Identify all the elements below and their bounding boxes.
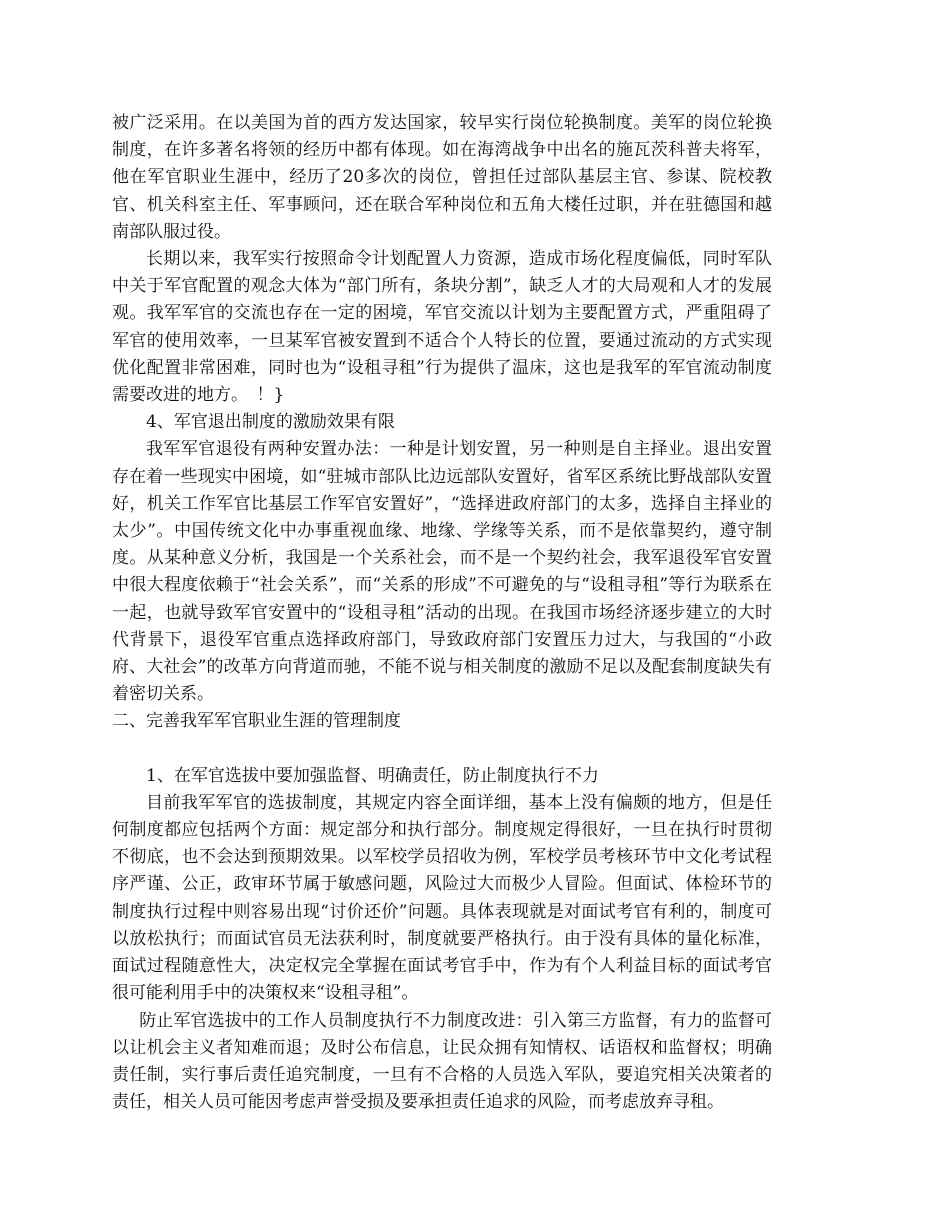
heading-exit-system: 4、军官退出制度的激励效果有限 — [146, 412, 395, 433]
paragraph-job-rotation: 被广泛采用。在以美国为首的西方发达国家，较早实行岗位轮换制度。美军的岗位轮换制度，在许多著名将领的经历中都有体现。如在海湾战争中出名的施瓦茨科普夫将军，他在军官职业生涯中，经历了20多次的岗位，曾担任过部队基层主官、参谋、院校教官、机关科室主任、军事顾问，还在联合军种岗位和五角大楼任过职，并在驻德国和越南部队服过役。 — [112, 113, 772, 242]
heading-selection-supervision: 1、在军官选拔中要加强监督、明确责任，防止制度执行不力 — [146, 765, 599, 786]
document-body — [112, 110, 772, 1116]
paragraph-improvement-measures: 防止军官选拔中的工作人员制度执行不力制度改进：引入第三方监督，有力的监督可以让机会主义者知难而退；及时公布信息，让民众拥有知情权、话语权和监督权；明确责任制，实行事后责任追究制度，一旦有不合格的人员选入军队，要追究相关决策者的责任，相关人员可能因考虑声誉受损及要承担责任追求的风险，而考虑放弃寻租。 — [112, 1010, 772, 1113]
blank-line — [112, 736, 772, 763]
heading-section-two: 二、完善我军军官职业生涯的管理制度 — [112, 711, 401, 732]
paragraph-selection-system: 目前我军军官的选拔制度，其规定内容全面详细，基本上没有偏颇的地方，但是任何制度都应包括两个方面：规定部分和执行部分。制度规定得很好，一旦在执行时贯彻不彻底，也不会达到预期效果。以军校学员招收为例，军校学员考核环节中文化考试程序严谨、公正，政审环节属于敏感问题，风险过大而极少人冒险。但面试、体检环节的制度执行过程中则容易出现“讨价还价”问题。具体表现就是对面试考官有利的，制度可以放松执行；而面试官员无法获利时，制度就要严格执行。由于没有具体的量化标准，面试过程随意性大，决定权完全掌握在面试考官手中，作为有个人利益目标的面试考官很可能利用手中的决策权来“设租寻租”。 — [112, 792, 772, 1004]
paragraph-retirement-placement: 我军军官退役有两种安置办法：一种是计划安置，另一种则是自主择业。退出安置存在着一些现实中困境，如“驻城市部队比边远部队安置好，省军区系统比野战部队安置好，机关工作军官比基层工作军官安置好”，“选择进政府部门的太多，选择自主择业的太少”。中国传统文化中办事重视血缘、地缘、学缘等关系，而不是依靠契约，遵守制度。从某种意义分析，我国是一个关系社会，而不是一个契约社会，我军退役军官安置中很大程度依赖于“社会关系”，而“关系的形成”不可避免的与“设租寻租”等行为联系在一起，也就导致军官安置中的“设租寻租”活动的出现。在我国市场经济逐步建立的大时代背景下，退役军官重点选择政府部门，导致政府部门安置压力过大，与我国的“小政府、大社会”的改革方向背道而驰，不能不说与相关制度的激励不足以及配套制度缺失有着密切关系。 — [112, 439, 772, 705]
paragraph-resource-allocation: 长期以来，我军实行按照命令计划配置人力资源，造成市场化程度偏低，同时军队中关于军官配置的观念大体为“部门所有，条块分割”，缺乏人才的大局观和人才的发展观。我军军官的交流也存在一定的困境，军官交流以计划为主要配置方式，严重阻碍了军官的使用效率，一旦某军官被安置到不适合个人特长的位置，要通过流动的方式实现优化配置非常困难，同时也为“设租寻租”行为提供了温床，这也是我军的军官流动制度需要改进的地方。 ！} — [112, 249, 772, 406]
